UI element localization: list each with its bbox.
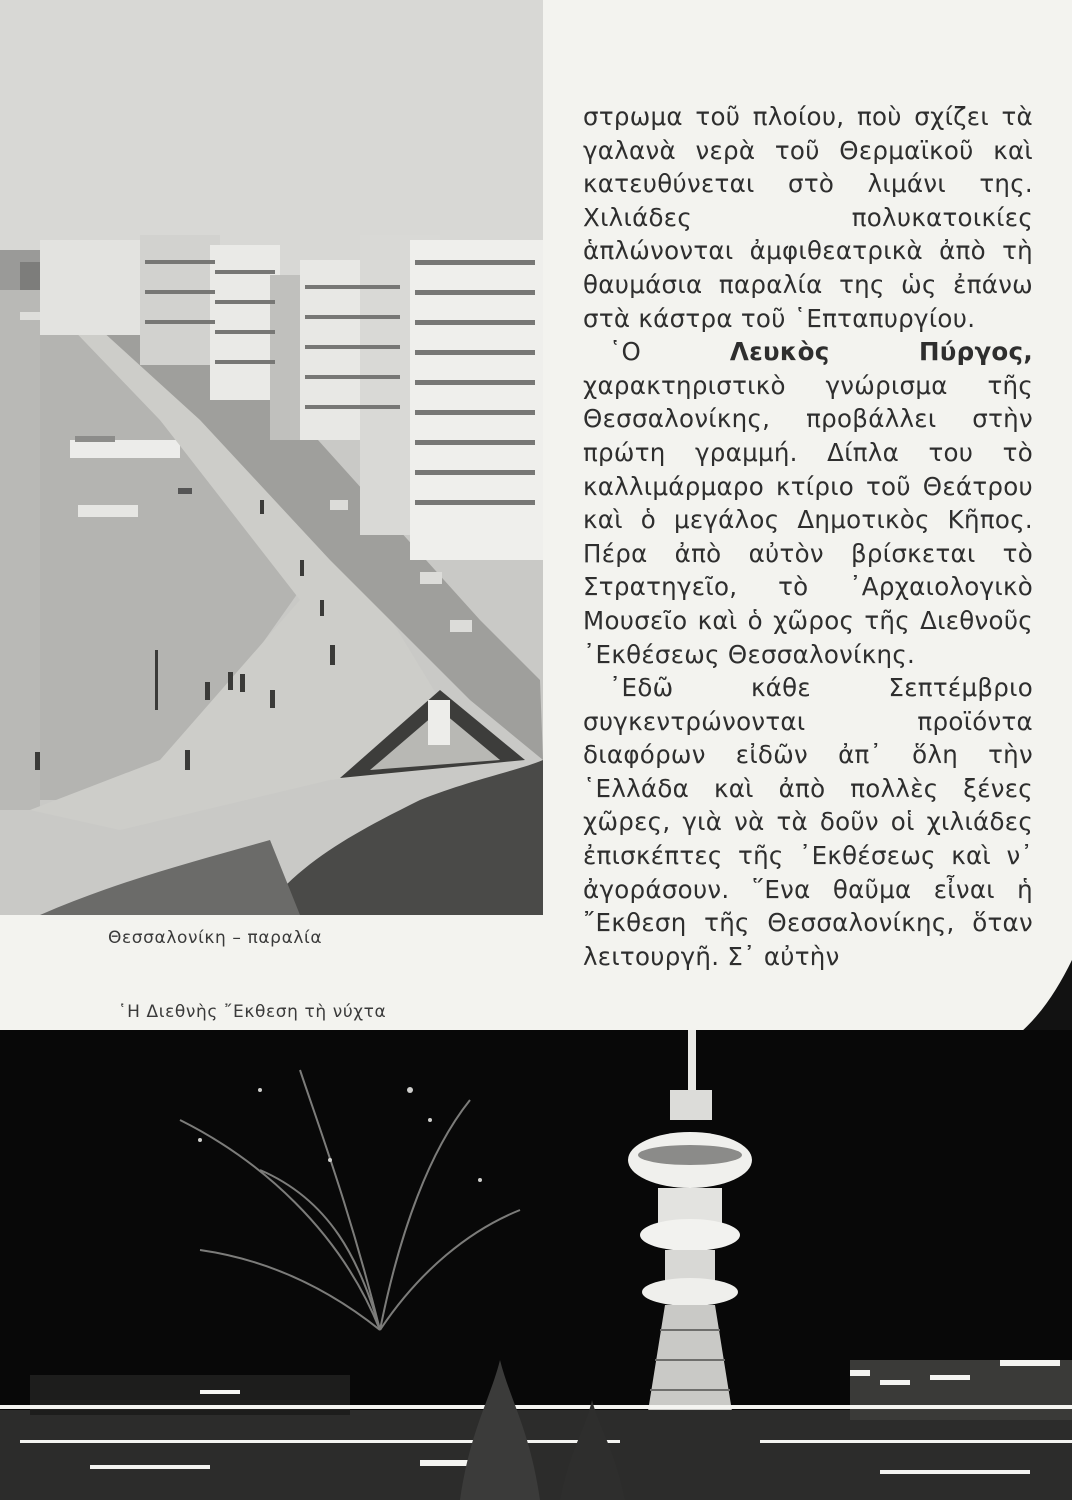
page-curl <box>1012 960 1072 1040</box>
night-exhibition-photo <box>0 1030 1072 1500</box>
paragraph-2-text: χαρακτηριστικὸ γνώρισμα τῆς Θεσσαλονίκης, προβάλλει στὴν πρώτη γραμμή. Δίπλα του τὸ καλλιμάρμαρο κτίριο τοῦ Θεάτρου καὶ ὁ μεγάλος Δημοτικὸς Κῆπος. Πέρα ἀπὸ αὐτὸν βρίσκεται τὸ Στρατηγεῖο, τὸ ᾿Αρχαιολογικὸ Μουσεῖο καὶ ὁ χῶρος τῆς Διεθνοῦς ᾿Εκθέσεως Θεσσαλονίκης. <box>583 370 1033 669</box>
paragraph-2-lead: ῾Ο <box>609 337 730 367</box>
paragraph-1: στρωμα τοῦ πλοίου, ποὺ σχίζει τὰ γαλανὰ νερὰ τοῦ Θερμαϊκοῦ καὶ κατευθύνεται στὸ λιμάνι της. Χιλιάδες πολυκατοικίες ἁπλώνονται ἀμφιθεατρικὰ ἀπὸ τὴ θαυμάσια παραλία της ὡς ἐπάνω στὰ κάστρα τοῦ ῾Επταπυργίου. <box>583 102 1033 333</box>
article-text <box>583 100 1033 973</box>
paragraph-3: ᾿Εδῶ κάθε Σεπτέμβριο συγκεντρώνονται προϊόντα διαφόρων εἰδῶν ἀπ᾿ ὅλη τὴν ῾Ελλάδα καὶ ἀπὸ πολλὲς ξένες χῶρες, γιὰ νὰ τὰ δοῦν οἱ χιλιάδες ἐπισκέπτες τῆς ᾿Εκθέσεως καὶ ν᾿ ἀγοράσουν. ῞Ενα θαῦμα εἶναι ἡ ῎Εκθεση τῆς Θεσσαλονίκης, ὅταν λειτουργῆ. Σ᾿ αὐτὴν <box>583 673 1033 971</box>
night-exhibition-caption: ῾Η Διεθνὴς ῎Εκθεση τὴ νύχτα <box>118 1002 387 1022</box>
night-exhibition-illustration <box>0 1030 1072 1500</box>
paragraph-2 <box>583 335 1033 671</box>
seafront-photo <box>0 0 543 915</box>
white-tower-name: Λευκὸς Πύργος, <box>729 337 1033 367</box>
seafront-illustration <box>0 0 543 915</box>
seafront-caption: Θεσσαλονίκη – παραλία <box>108 928 323 948</box>
